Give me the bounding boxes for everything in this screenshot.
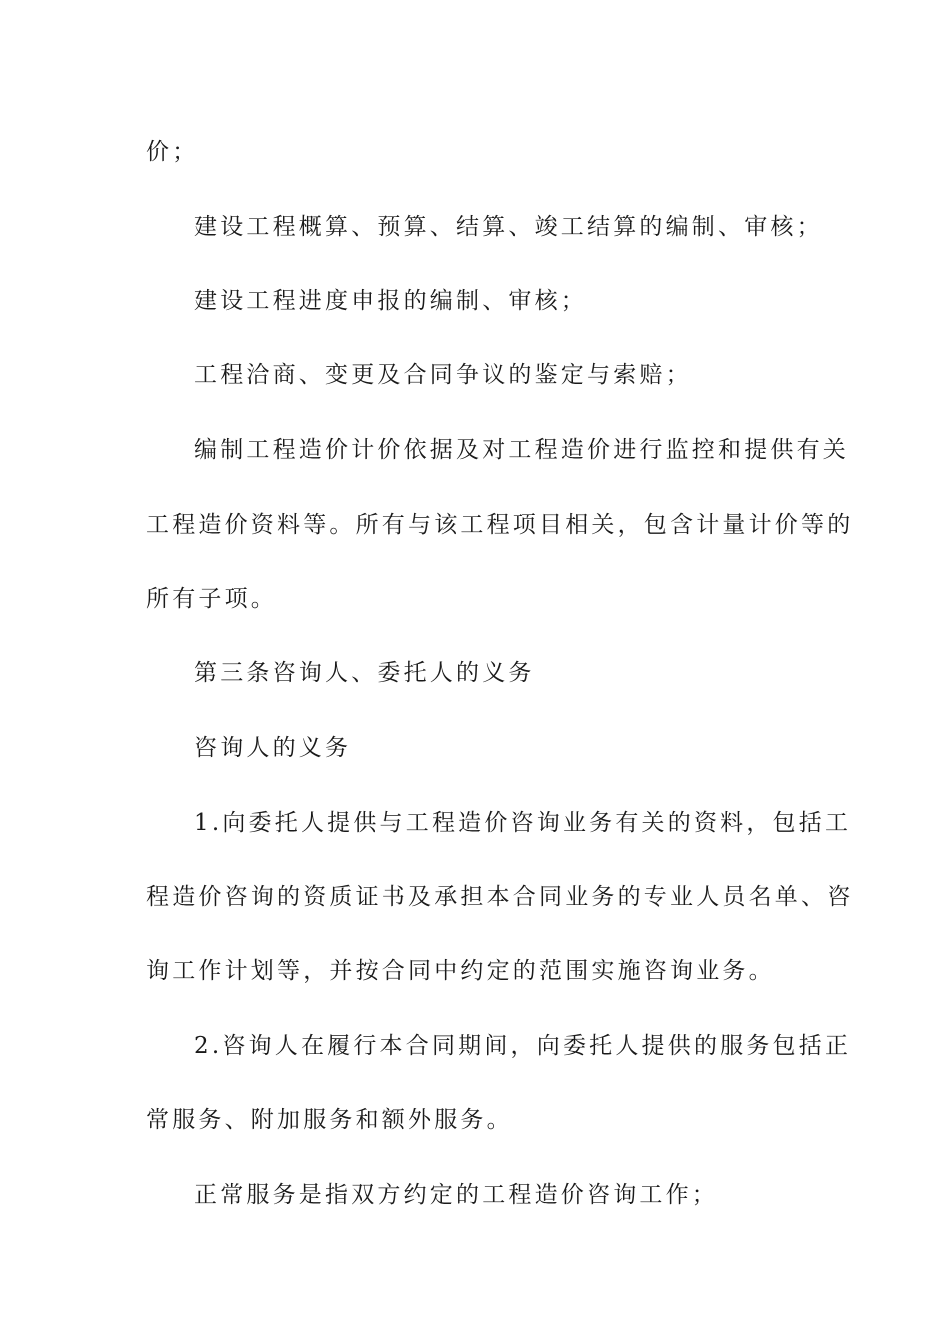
text-line: 编制工程造价计价依据及对工程造价进行监控和提供有关 [194, 437, 849, 463]
text-line: 常服务、附加服务和额外服务。 [146, 1107, 513, 1133]
text-line: 询工作计划等，并按合同中约定的范围实施咨询业务。 [146, 958, 775, 984]
subsection-heading: 咨询人的义务 [194, 735, 352, 761]
text-line: 价； [146, 139, 199, 165]
text-line: 建设工程进度申报的编制、审核； [194, 288, 587, 314]
text-line: 程造价咨询的资质证书及承担本合同业务的专业人员名单、咨 [146, 884, 854, 910]
text-line: 1.向委托人提供与工程造价咨询业务有关的资料，包括工 [194, 810, 852, 836]
text-line: 建设工程概算、预算、结算、竣工结算的编制、审核； [194, 214, 823, 240]
text-line: 2.咨询人在履行本合同期间，向委托人提供的服务包括正 [194, 1033, 852, 1059]
text-line: 所有子项。 [146, 586, 277, 612]
section-heading: 第三条咨询人、委托人的义务 [194, 660, 535, 686]
text-line: 工程造价资料等。所有与该工程项目相关，包含计量计价等的 [146, 512, 854, 538]
text-line: 正常服务是指双方约定的工程造价咨询工作； [194, 1182, 718, 1208]
text-line: 工程洽商、变更及合同争议的鉴定与索赔； [194, 362, 692, 388]
